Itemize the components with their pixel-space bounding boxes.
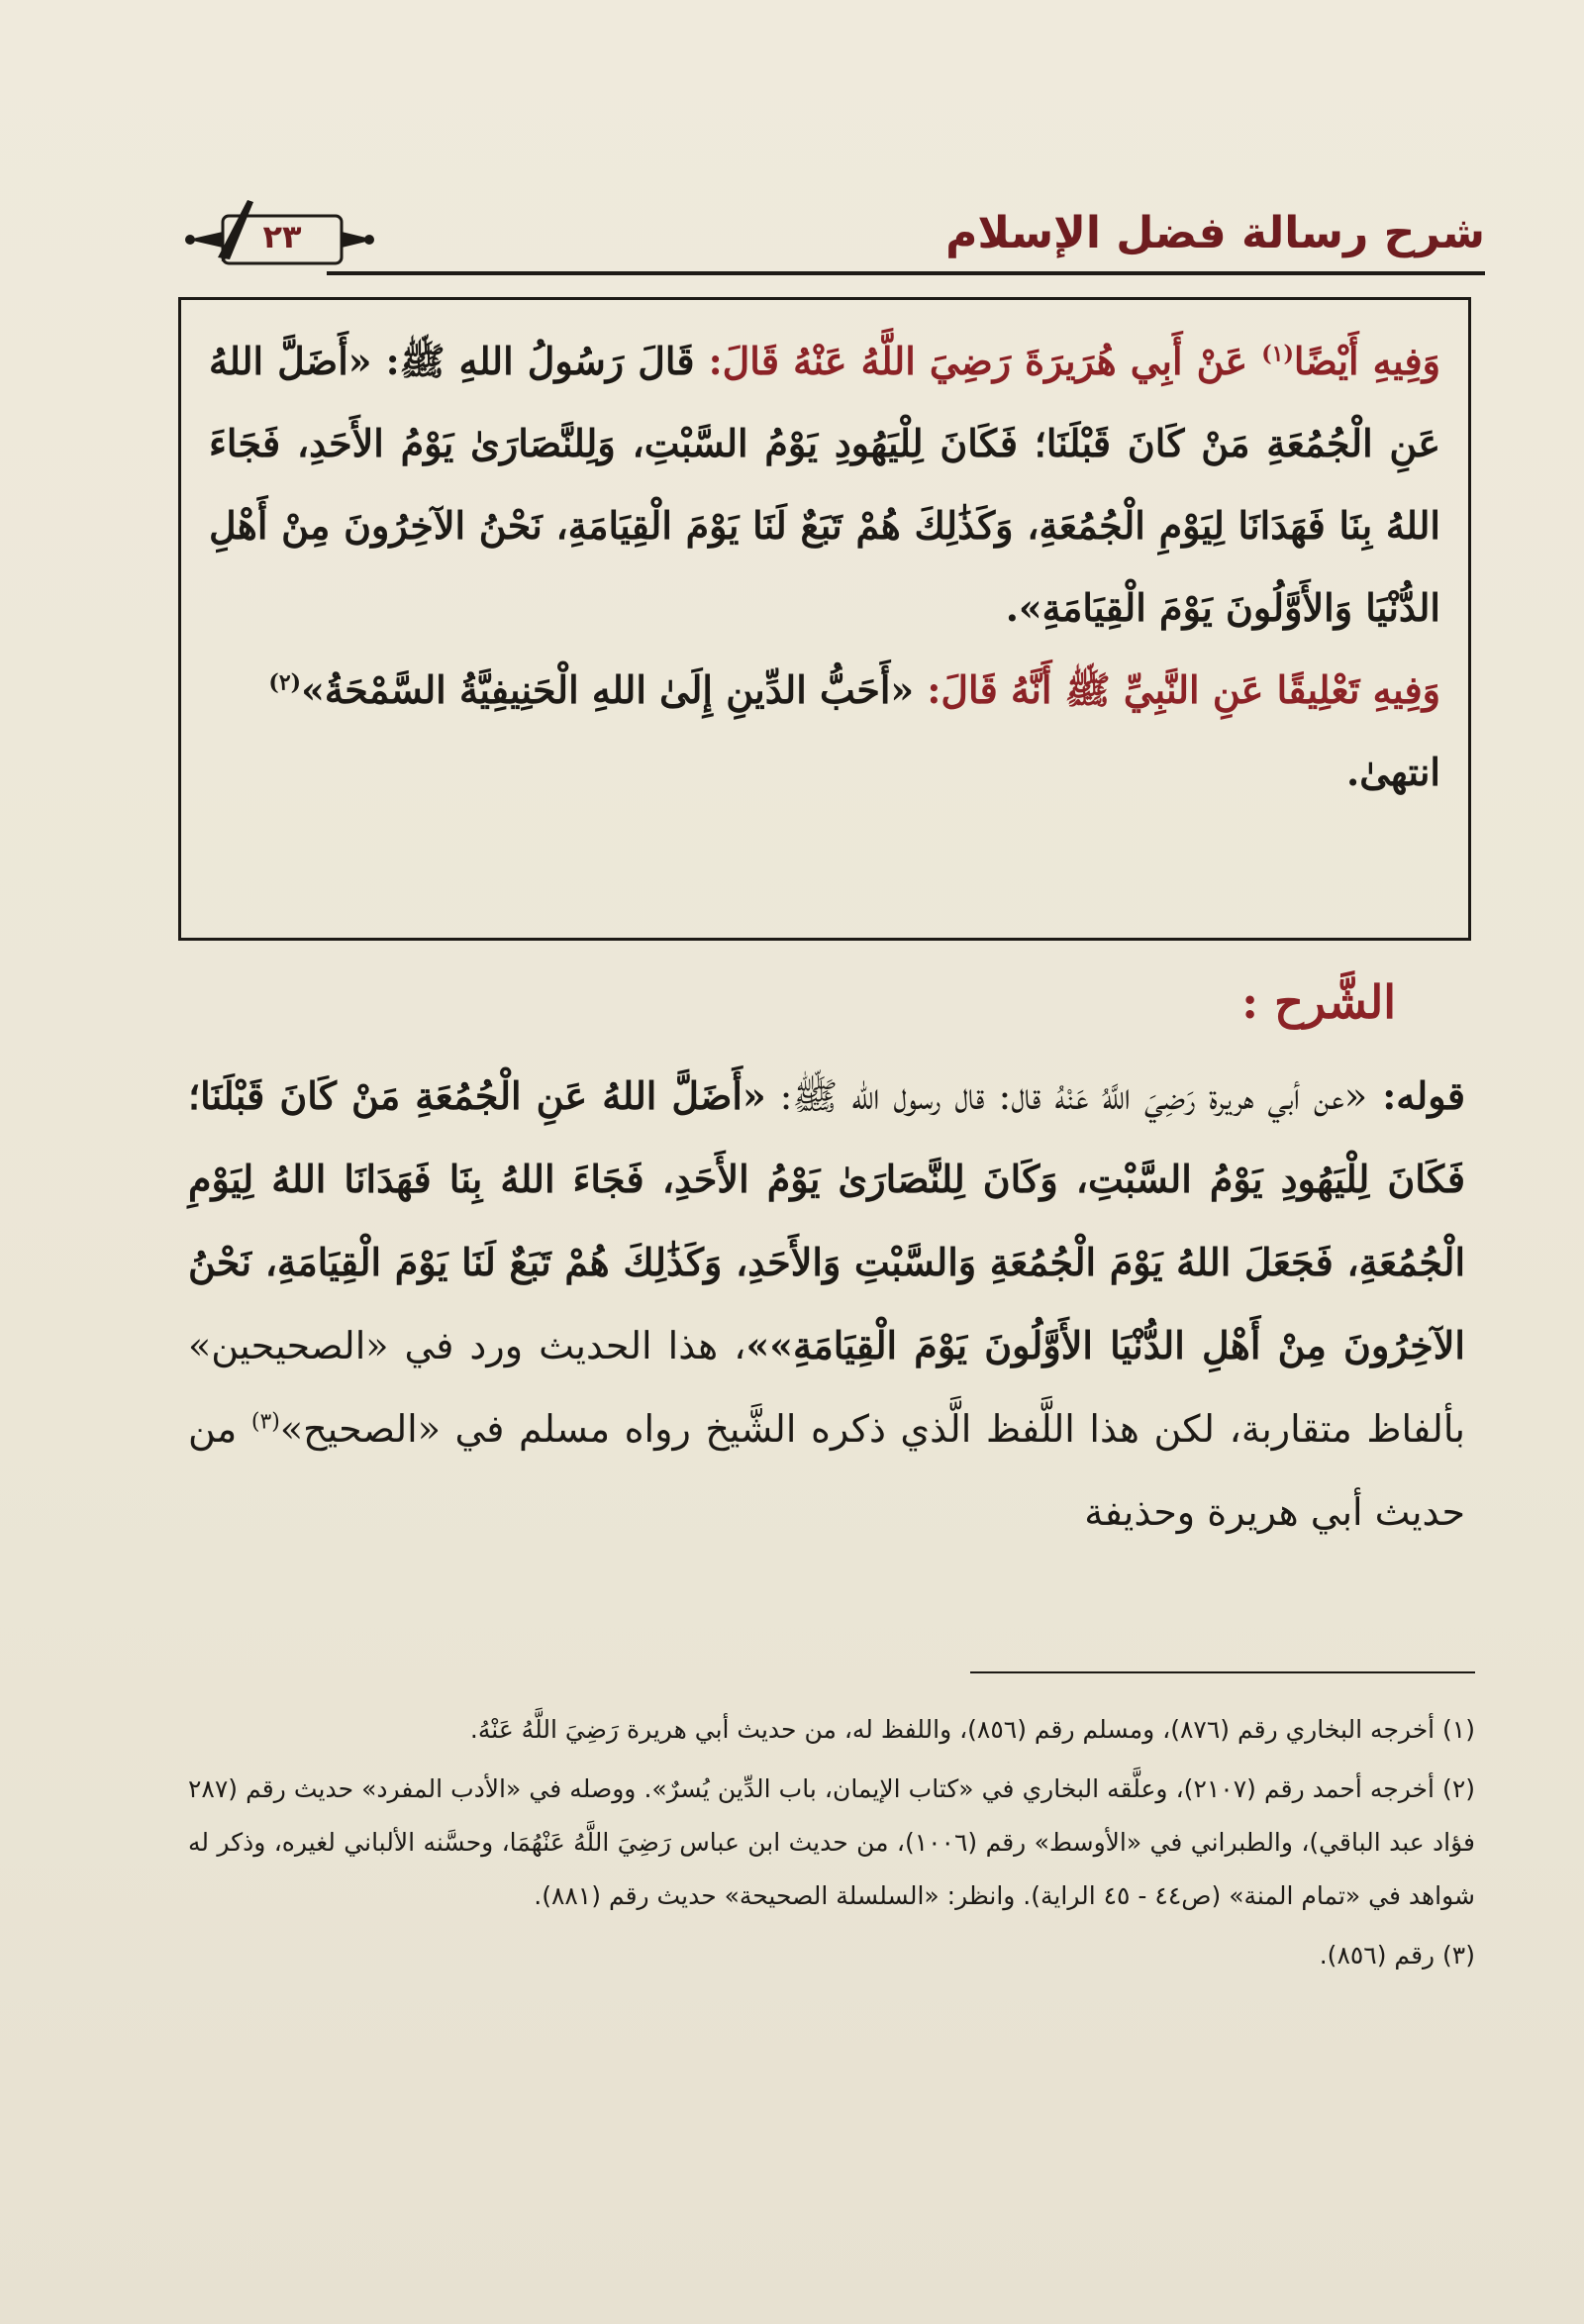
- footnote-rule: [970, 1671, 1475, 1673]
- page-number: ٢٣: [262, 218, 302, 255]
- commentary-text: [188, 1055, 1465, 1554]
- footnote-ref-1: (١): [1261, 341, 1294, 367]
- matn-box: [178, 297, 1471, 941]
- footnote-ref-3: (٣): [250, 1409, 280, 1435]
- matn-paragraph-2: [209, 649, 1440, 731]
- commentary-body: ، هذا الحديث ورد في «الصحيحين» بألفاظ متقاربة، لكن هذا اللَّفظ الَّذي ذكره الشَّيخ رواه مسلم في «الصحيح»: [188, 1324, 1465, 1451]
- commentary-intro: «عن أبي هريرة رَضِيَ اللَّهُ عَنْهُ قال: قال رسول الله ﷺ:: [765, 1074, 1368, 1118]
- footnote-ref-2: (٢): [268, 669, 302, 696]
- header-rule: [327, 271, 1485, 275]
- page-header: [168, 168, 1485, 287]
- matn-narrator: عَنْ أَبِي هُرَيرَةَ رَضِيَ اللَّهُ عَنْهُ قَالَ:: [694, 339, 1262, 383]
- commentary-hadith: «أَضَلَّ اللهُ عَنِ الْجُمُعَةِ مَنْ كَانَ قَبْلَنَا؛ فَكَانَ لِلْيَهُودِ يَوْمُ السَّبْتِ، وَكَانَ لِلنَّصَارَىٰ يَوْمُ الأَحَدِ، فَجَاءَ اللهُ بِنَا فَهَدَانَا اللهُ لِيَوْمِ الْجُمُعَةِ، فَجَعَلَ اللهُ يَوْمَ الْجُمُعَةِ وَالسَّبْتِ وَالأَحَدِ، وَكَذَٰلِكَ هُمْ تَبَعٌ لَنَا يَوْمَ الْقِيَامَةِ، نَحْنُ الآخِرُونَ مِنْ أَهْلِ الدُّنْيَا الأَوَّلُونَ يَوْمَ الْقِيَامَةِ»»: [188, 1073, 1465, 1367]
- matn-end: انتهىٰ.: [1345, 750, 1440, 794]
- matn-hadith-1: قَالَ رَسُولُ اللهِ ﷺ: «أَضَلَّ اللهُ عَنِ الْجُمُعَةِ مَنْ كَانَ قَبْلَنَا؛ فَكَانَ لِلْيَهُودِ يَوْمُ السَّبْتِ، وَلِلنَّصَارَىٰ يَوْمُ الأَحَدِ، فَجَاءَ اللهُ بِنَا فَهَدَانَا لِيَوْمِ الْجُمُعَةِ، وَكَذَٰلِكَ هُمْ تَبَعٌ لَنَا يَوْمَ الْقِيَامَةِ، نَحْنُ الآخِرُونَ مِنْ أَهْلِ الدُّنْيَا وَالأَوَّلُونَ يَوْمَ الْقِيَامَةِ».: [209, 339, 1440, 630]
- matn-hadith-2: «أَحَبُّ الدِّينِ إِلَىٰ اللهِ الْحَنِيفِيَّةُ السَّمْحَةُ»: [301, 667, 915, 712]
- section-title: الشَّرح :: [1241, 975, 1396, 1029]
- page-number-badge: [178, 188, 376, 279]
- footnote-1: (١) أخرجه البخاري رقم (٨٧٦)، ومسلم رقم (٨٥٦)، واللفظ له، من حديث أبي هريرة رَضِيَ اللَّهُ عَنْهُ.: [469, 1715, 1475, 1744]
- matn-paragraph-1: [209, 320, 1440, 649]
- footnotes: [188, 1703, 1475, 1988]
- commentary-lead: قوله:: [1367, 1073, 1465, 1118]
- footnote-3: (٣) رقم (٨٥٦).: [1319, 1941, 1475, 1970]
- matn-text: [209, 320, 1440, 813]
- footnote-2: (٢) أخرجه أحمد رقم (٢١٠٧)، وعلَّقه البخاري في «كتاب الإيمان، باب الدِّين يُسرٌ». ووصله في «الأدب المفرد» حديث رقم (٢٨٧ فؤاد عبد الباقي)، والطبراني في «الأوسط» رقم (١٠٠٦)، من حديث ابن عباس رَضِيَ اللَّهُ عَنْهُمَا، وحسَّنه الألباني لغيره، وذكر له شواهد في «تمام المنة» (ص٤٤ - ٤٥ الراية). وانظر: «السلسلة الصحيحة» حديث رقم (٨٨١).: [188, 1774, 1476, 1910]
- book-title: شرح رسالة فضل الإسلام: [945, 208, 1485, 258]
- matn-intro: وَفِيهِ أَيْضًا: [1293, 339, 1440, 383]
- matn-intro-2: وَفِيهِ تَعْلِيقًا عَنِ النَّبِيِّ ﷺ أَنَّهُ قَالَ:: [914, 667, 1440, 712]
- commentary-tail: من حديث أبي هريرة وحذيفة: [188, 1407, 1465, 1534]
